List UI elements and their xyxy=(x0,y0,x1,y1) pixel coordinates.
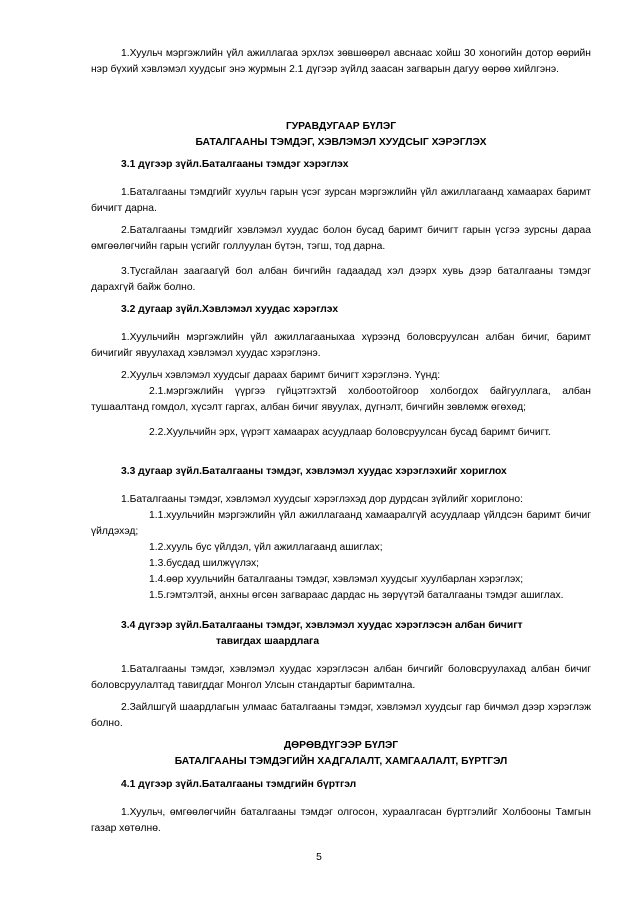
article-3-3-title: 3.3 дугаар зүйл.Баталгааны тэмдэг, хэвлэмэл хуудас хэрэглэхийг хориглох xyxy=(121,466,507,477)
article-4-1-title: 4.1 дүгээр зүйл.Баталгааны тэмдгийн бүртгэл xyxy=(121,779,357,790)
article-3-4-title-line1: 3.4 дүгээр зүйл.Баталгааны тэмдэг, хэвлэмэл хуудас хэрэглэсэн албан бичигт xyxy=(121,620,523,631)
chapter3-title: ГУРАВДУГААР БҮЛЭГ xyxy=(285,121,397,132)
article-3-2-p2-2: 2.2.Хуульчийн эрх, үүрэгт хамаарах асуудлаар боловсруулсан бусад баримт бичигт. xyxy=(149,427,551,438)
article-3-1-p1: 1.Баталгааны тэмдгийг хуульч гарын үсэг зурсан мэргэжлийн үйл ажиллагаанд хамаарах баримт бичигт дарна. xyxy=(91,187,591,214)
article-3-1-p3: 3.Тусгайлан заагаагүй бол албан бичгийн гадаадад хэл дээрх хувь дээр баталгааны тэмдэг дарахгүй байж болно. xyxy=(91,266,591,293)
page-number: 5 xyxy=(316,852,322,863)
article-3-2-p1: 1.Хуульчийн мэргэжлийн үйл ажиллагааныхаа хүрээнд боловсруулсан албан бичиг, баримт бичигийг явуулахад хэвлэмэл хуудас хэрэглэнэ. xyxy=(91,332,591,359)
article-3-3-item-2: 1.2.хууль бус үйлдэл, үйл ажиллагаанд ашиглах; xyxy=(149,542,383,553)
chapter4-subtitle: БАТАЛГААНЫ ТЭМДЭГИЙН ХАДГАЛАЛТ, ХАМГААЛАЛТ, БҮРТГЭЛ xyxy=(174,756,508,767)
chapter4-title: ДӨРӨВДҮГЭЭР БҮЛЭГ xyxy=(283,740,399,751)
article-3-3-item-4: 1.4.өөр хуульчийн баталгааны тэмдэг, хэвлэмэл хуудсыг хуулбарлан хэрэглэх; xyxy=(149,574,524,585)
article-3-4-p2: 2.Зайлшгүй шаардлагын улмаас баталгааны тэмдэг, хэвлэмэл хуудсыг гар бичмэл дээр хэрэглэж болно. xyxy=(91,702,591,729)
article-3-4-title xyxy=(121,618,591,650)
article-3-3-item-5: 1.5.гэмтэлтэй, анхны өгсөн загвараас дардас нь зөрүүтэй баталгааны тэмдэг ашиглах. xyxy=(149,590,564,601)
article-3-3-item-1: 1.1.хуульчийн мэргэжлийн үйл ажиллагаанд хамааралгүй асуудлаар үйлдсэн баримт бичиг үйлдэхэд; xyxy=(91,510,591,537)
article-4-1-p1: 1.Хуульч, өмгөөлөгчийн баталгааны тэмдэг олгосон, хураалгасан бүртгэлийг Холбооны Тамгын газар хөтөлнө. xyxy=(91,807,591,834)
article-3-2-p2-1: 2.1.мэргэжлийн үүргээ гүйцэтгэхтэй холбоотойгоор холбогдох байгууллага, албан тушаалтанд гомдол, хүсэлт гаргах, албан бичиг явуулах, дүгнэлт, бичгийн зөвлөмж өгөхөд; xyxy=(91,386,591,413)
article-3-3-item-3: 1.3.бусдад шилжүүлэх; xyxy=(149,558,259,569)
article-3-3-p1: 1.Баталгааны тэмдэг, хэвлэмэл хуудсыг хэрэглэхэд дор дурдсан зүйлийг хориглоно: xyxy=(121,494,523,505)
article-3-2-p2: 2.Хуульч хэвлэмэл хуудсыг дараах баримт бичигт хэрэглэнэ. Үүнд: xyxy=(121,370,441,381)
article-3-4-title-line2: тавигдах шаардлага xyxy=(216,636,320,647)
article-3-4-p1: 1.Баталгааны тэмдэг, хэвлэмэл хуудас хэрэглэсэн албан бичгийг боловсруулахад албан бичиг боловсруулалтад тавигддаг Монгол Улсын стандартыг баримтална. xyxy=(91,664,591,691)
article-3-2-title: 3.2 дугаар зүйл.Хэвлэмэл хуудас хэрэглэх xyxy=(121,304,339,315)
article-3-1-p2: 2.Баталгааны тэмдгийг хэвлэмэл хуудас болон бусад баримт бичигт гарын үсгээ зурсны дараа өмгөөлөгчийн гарын үсгийг голлуулан бүтэн, тэгш, тод дарна. xyxy=(91,225,591,252)
chapter3-subtitle: БАТАЛГААНЫ ТЭМДЭГ, ХЭВЛЭМЭЛ ХУУДСЫГ ХЭРЭГЛЭХ xyxy=(195,137,487,148)
intro-paragraph: 1.Хуульч мэргэжлийн үйл ажиллагаа эрхлэх зөвшөөрөл авснаас хойш 30 хоногийн дотор өөрийн нэр бүхий хэвлэмэл хуудсыг энэ журмын 2.1 дүгээр зүйлд заасан загварын дагуу өөрөө хийлгэнэ. xyxy=(91,48,591,75)
article-3-1-title: 3.1 дүгээр зүйл.Баталгааны тэмдэг хэрэглэх xyxy=(121,159,349,170)
